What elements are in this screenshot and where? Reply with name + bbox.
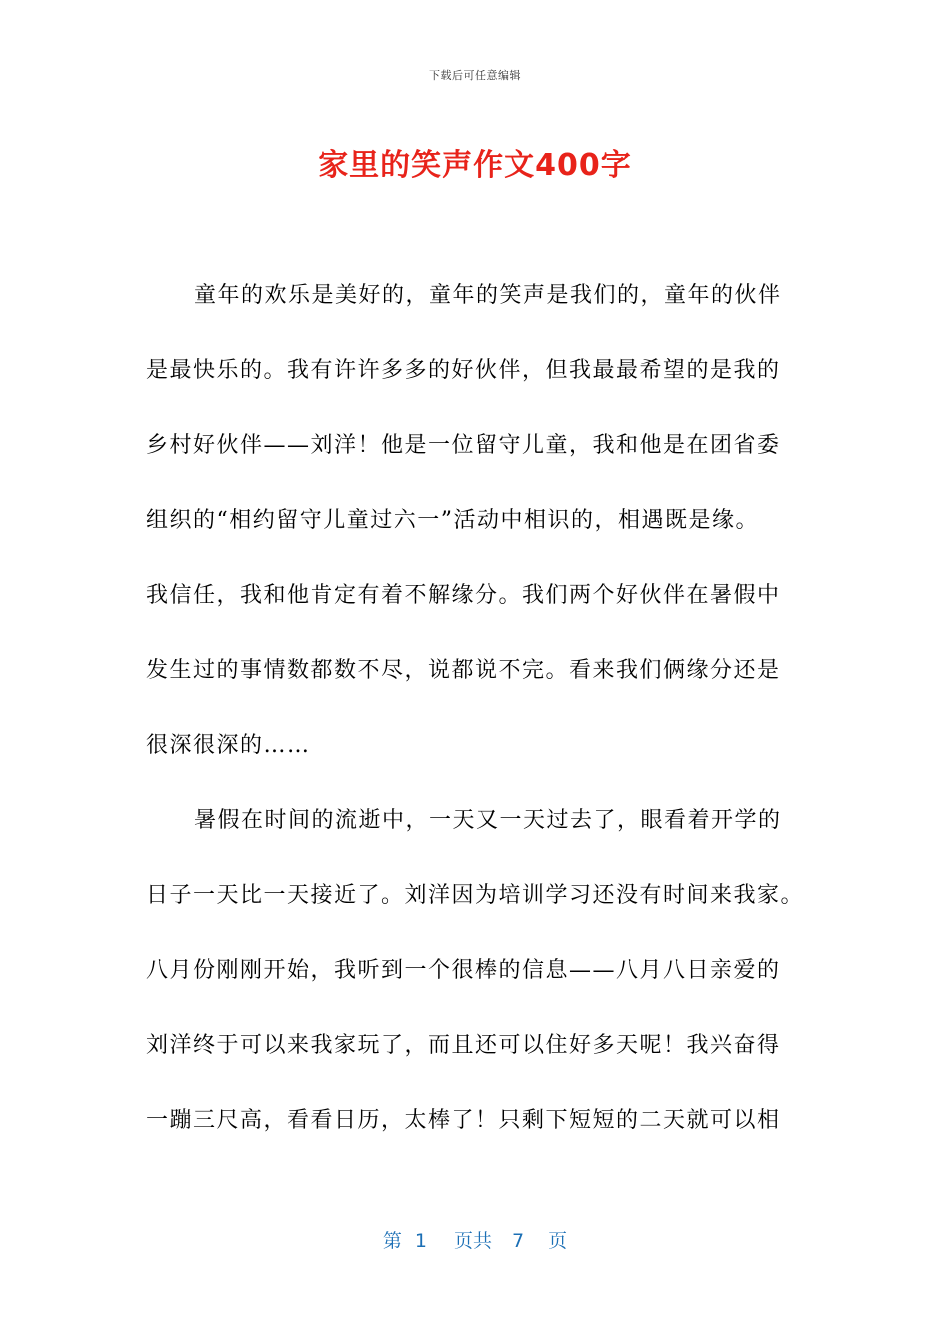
- page-footer: [0, 1226, 950, 1253]
- document-body: [146, 270, 806, 1170]
- paragraph-line: 日子一天比一天接近了。刘洋因为培训学习还没有时间来我家。: [146, 883, 805, 908]
- header-note: 下载后可任意编辑: [429, 69, 521, 82]
- page-label-prefix: 第: [382, 1230, 402, 1252]
- document-title: 家里的笑声作文400字: [318, 148, 632, 183]
- paragraph-line: 乡村好伙伴——刘洋！他是一位留守儿童，我和他是在团省委: [146, 433, 781, 458]
- paragraph-line: 八月份刚刚开始，我听到一个很棒的信息——八月八日亲爱的: [146, 958, 781, 983]
- paragraph-line: 暑假在时间的流逝中，一天又一天过去了，眼看着开学的: [194, 808, 782, 833]
- current-page-number: 1: [414, 1230, 427, 1252]
- paragraph-line: 组织的“相约留守儿童过六一”活动中相识的，相遇既是缘。: [146, 508, 759, 533]
- paragraph-line: 童年的欢乐是美好的，童年的笑声是我们的，童年的伙伴: [194, 283, 782, 308]
- paragraph-line: 是最快乐的。我有许许多多的好伙伴，但我最最希望的是我的: [146, 358, 781, 383]
- paragraph-line: 很深很深的……: [146, 733, 311, 758]
- paragraph-line: 发生过的事情数都数不尽，说都说不完。看来我们俩缘分还是: [146, 658, 781, 683]
- total-pages-number: 7: [512, 1230, 525, 1252]
- page-label-suffix: 页: [548, 1230, 568, 1252]
- page-label-mid: 页共: [453, 1230, 492, 1252]
- paragraph-line: 刘洋终于可以来我家玩了，而且还可以住好多天呢！我兴奋得: [146, 1033, 781, 1058]
- paragraph-line: 我信任，我和他肯定有着不解缘分。我们两个好伙伴在暑假中: [146, 583, 781, 608]
- paragraph-line: 一蹦三尺高，看看日历，太棒了！只剩下短短的二天就可以相: [146, 1108, 781, 1133]
